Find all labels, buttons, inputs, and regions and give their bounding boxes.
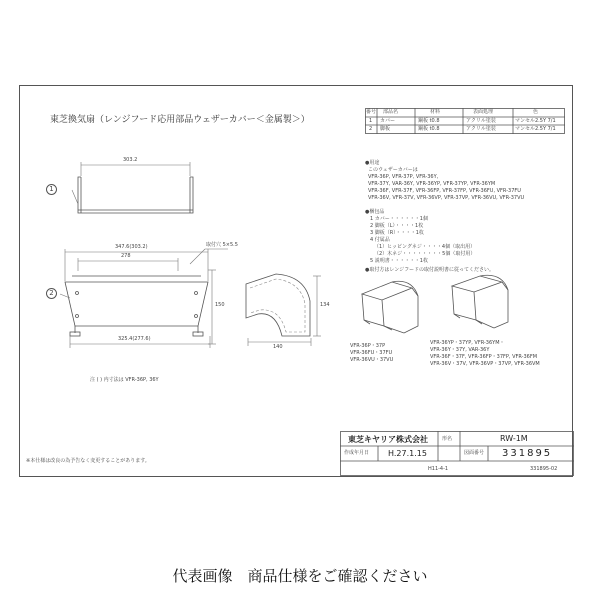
drawing-title: 東芝換気扇（レンジフード応用部品ウェザーカバー＜金属製＞） <box>50 115 310 125</box>
model-label-left-2: VFR-36FU・37FU <box>350 350 393 356</box>
td-r2-color: マンセル2.5Y 7/1 <box>515 126 556 132</box>
isometric-view-right <box>452 275 508 328</box>
td-r2-material: 鋼板 t0.8 <box>418 126 440 132</box>
model-note-left: 注 ( ) 内寸法は VFR-36P, 36Y <box>90 377 159 383</box>
th-name: 部品名 <box>383 109 399 115</box>
dim-bottom-width: 325.4(277.6) <box>118 336 151 342</box>
callout-2: 2 <box>46 288 57 299</box>
install-note: ●取付方はレンジフードの取付説明書に従ってください。 <box>365 267 494 273</box>
footer-left: H11-4-1 <box>428 466 449 472</box>
model-label-right-4: VFR-36V・37V, VFR-36VP・37VP, VFR-36VM <box>430 361 540 367</box>
model-label-right-3: VFR-36F・37F, VFR-36FP・37FP, VFR-36FM <box>430 354 538 360</box>
th-color: 色 <box>533 109 539 115</box>
th-material: 材料 <box>430 109 441 115</box>
model-label-left-1: VFR-36P・37P <box>350 343 386 349</box>
td-r2-no: 2 <box>369 126 373 132</box>
callout-1: 1 <box>46 184 57 195</box>
dim-top-width: 303.2 <box>123 157 138 163</box>
date-value: H.27.1.15 <box>388 449 427 458</box>
package-line-1: 1 カバー・・・・・・1個 <box>370 216 428 222</box>
cover-front-view <box>60 249 228 348</box>
model-label-right-2: VFR-36Y・37Y, VAR-36Y <box>430 347 490 353</box>
notes-line-5: VFR-36V, VFR-37V, VFR-36VP, VFR-37VP, VFR-36VU, VFR-37VU <box>368 195 525 201</box>
dim-mid-width: 347.6(303.2) <box>115 244 148 250</box>
package-line-6: （2）木ネジ・・・・・・・・5個（取付用） <box>374 251 476 257</box>
notes-line-2: VFR-36P, VFR-37P, VFR-36Y, <box>368 174 439 180</box>
td-r2-name: 脚板 <box>380 126 391 132</box>
model-label-left-3: VFR-36VU・37VU <box>350 357 394 363</box>
model-label: 形名 <box>442 436 453 442</box>
isometric-view-left <box>362 281 418 333</box>
td-r2-finish: アクリル塗装 <box>466 126 496 132</box>
package-line-2: 2 脚板（L）・・・・1枚 <box>370 223 424 229</box>
cover-top-view <box>72 162 193 213</box>
package-line-4: 4 付属品 <box>370 237 390 243</box>
td-r1-finish: アクリル塗装 <box>466 118 496 124</box>
dim-height-150: 150 <box>215 302 225 308</box>
dim-side-width: 140 <box>273 344 283 350</box>
th-no: 番号 <box>366 109 377 115</box>
model-label-right-1: VFR-36YP・37YP, VFR-36YM・ <box>430 340 505 346</box>
dim-height-134: 134 <box>320 302 330 308</box>
date-label: 作成年月日 <box>344 450 370 456</box>
package-head: ●梱包品 <box>365 209 385 215</box>
td-r1-color: マンセル2.5Y 7/1 <box>515 118 556 124</box>
technical-drawing <box>20 86 574 478</box>
notes-head: ●用途 <box>365 160 380 166</box>
package-line-5: （1）ヒッピングネジ・・・・4個（取出用） <box>374 244 476 250</box>
dim-screw-hole: 取付穴 5×5.5 <box>206 242 238 248</box>
notes-line-1: このウェザーカバーは <box>368 167 418 173</box>
drawing-sheet <box>19 85 573 477</box>
td-r1-name: カバー <box>380 118 396 124</box>
td-r1-material: 鋼板 t0.8 <box>418 118 440 124</box>
model-number: RW-1M <box>500 434 528 443</box>
dim-inner-width: 278 <box>121 253 131 259</box>
notes-line-3: VFR-37Y, VAR-36Y, VFR-36YP, VFR-37YP, VFR-36YM <box>368 181 496 187</box>
notes-line-4: VFR-36F, VFR-37F, VFR-36FP, VFR-37FP, VFR-36FU, VFR-37FU <box>368 188 521 194</box>
footer-right: 331895-02 <box>530 466 558 472</box>
change-note: ※本仕様は改良の為予告なく変更することがあります。 <box>26 458 150 464</box>
company-name: 東芝キヤリア株式会社 <box>348 435 428 444</box>
package-line-3: 3 脚板（R）・・・・1枚 <box>370 230 424 236</box>
td-r1-no: 1 <box>369 118 373 124</box>
th-finish: 表面処理 <box>473 109 494 115</box>
drawing-no-label: 図面番号 <box>464 450 485 456</box>
cover-side-view <box>246 274 321 346</box>
drawing-number: 331895 <box>502 448 553 459</box>
image-caption: 代表画像 商品仕様をご確認ください <box>172 567 428 585</box>
package-line-7: 5 説明書・・・・・・1枚 <box>370 258 428 264</box>
